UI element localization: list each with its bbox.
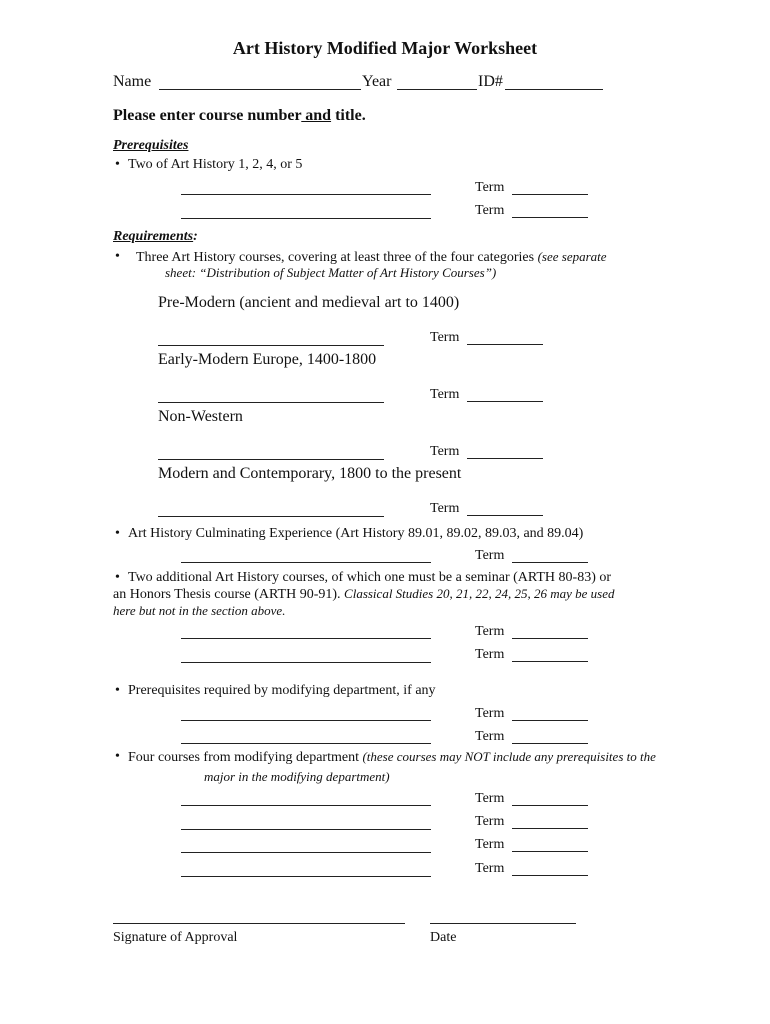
name-field[interactable]	[159, 89, 361, 90]
culminating-item: Art History Culminating Experience (Art History 89.01, 89.02, 89.03, and 89.04)	[128, 526, 584, 541]
term-field[interactable]	[512, 562, 588, 563]
four-courses-item	[128, 749, 656, 766]
term-label: Term	[430, 387, 460, 402]
term-field[interactable]	[512, 828, 588, 829]
prerequisites-heading: Prerequisites	[113, 138, 189, 153]
additional-line-1: Two additional Art History courses, of which one must be a seminar (ARTH 80-83) or	[128, 570, 612, 585]
term-label: Term	[475, 647, 505, 662]
bullet: •	[115, 749, 120, 764]
term-label: Term	[475, 791, 505, 806]
course-field[interactable]	[158, 516, 384, 517]
four-courses-text: Four courses from modifying department	[128, 750, 363, 765]
term-label: Term	[475, 624, 505, 639]
id-field[interactable]	[505, 89, 603, 90]
course-field[interactable]	[181, 194, 431, 195]
course-field[interactable]	[181, 638, 431, 639]
term-label: Term	[475, 180, 505, 195]
course-field[interactable]	[158, 402, 384, 403]
prerequisites-item: Two of Art History 1, 2, 4, or 5	[128, 157, 303, 172]
course-field[interactable]	[181, 829, 431, 830]
term-field[interactable]	[512, 638, 588, 639]
requirements-colon: :	[193, 229, 198, 244]
term-label: Term	[475, 729, 505, 744]
term-field[interactable]	[467, 401, 543, 402]
additional-line-2-italic: Classical Studies 20, 21, 22, 24, 25, 26 may be used	[344, 586, 615, 601]
modifying-prereq-item: Prerequisites required by modifying department, if any	[128, 683, 436, 698]
term-label: Term	[430, 501, 460, 516]
bullet: •	[115, 157, 120, 172]
instruction-and: and	[301, 107, 332, 124]
category-non-western: Non-Western	[158, 408, 243, 425]
term-label: Term	[475, 861, 505, 876]
bullet: •	[115, 570, 120, 585]
signature-label: Signature of Approval	[113, 930, 238, 945]
term-field[interactable]	[467, 344, 543, 345]
year-label: Year	[362, 73, 392, 90]
additional-line-3: here but not in the section above.	[113, 603, 286, 618]
requirements-heading	[113, 229, 198, 245]
course-field[interactable]	[181, 562, 431, 563]
requirements-item-text: Three Art History courses, covering at least three of the four categories	[136, 250, 538, 265]
requirements-note-2: sheet: “Distribution of Subject Matter of Art History Courses”)	[165, 265, 497, 280]
course-field[interactable]	[181, 743, 431, 744]
category-premodern: Pre-Modern (ancient and medieval art to 1400)	[158, 294, 460, 311]
term-label: Term	[430, 444, 460, 459]
term-label: Term	[475, 548, 505, 563]
course-field[interactable]	[181, 876, 431, 877]
year-field[interactable]	[397, 89, 477, 90]
term-label: Term	[475, 814, 505, 829]
bullet: •	[115, 526, 120, 541]
term-field[interactable]	[512, 194, 588, 195]
name-label: Name	[113, 73, 152, 90]
term-field[interactable]	[512, 720, 588, 721]
course-field[interactable]	[181, 662, 431, 663]
four-courses-note-2: major in the modifying department)	[204, 769, 390, 784]
bullet: •	[115, 249, 120, 264]
page-title: Art History Modified Major Worksheet	[232, 38, 538, 58]
signature-field[interactable]	[113, 923, 405, 924]
term-field[interactable]	[512, 217, 588, 218]
instruction	[113, 107, 366, 125]
course-field[interactable]	[158, 345, 384, 346]
instruction-post: title.	[331, 107, 366, 124]
term-label: Term	[475, 203, 505, 218]
term-field[interactable]	[512, 743, 588, 744]
instruction-pre: Please enter course number	[113, 107, 302, 124]
term-label: Term	[475, 837, 505, 852]
category-modern: Modern and Contemporary, 1800 to the present	[158, 465, 462, 482]
course-field[interactable]	[181, 852, 431, 853]
requirements-item	[136, 249, 607, 266]
requirements-note-1: (see separate	[537, 249, 607, 264]
term-field[interactable]	[467, 458, 543, 459]
term-field[interactable]	[512, 805, 588, 806]
term-field[interactable]	[512, 851, 588, 852]
bullet: •	[115, 683, 120, 698]
term-field[interactable]	[467, 515, 543, 516]
term-field[interactable]	[512, 661, 588, 662]
course-field[interactable]	[181, 720, 431, 721]
additional-line-2	[113, 586, 615, 603]
category-early-modern: Early-Modern Europe, 1400-1800	[158, 351, 377, 368]
additional-line-2-plain: an Honors Thesis course (ARTH 90-91).	[113, 587, 345, 602]
requirements-heading-text: Requirements	[113, 229, 194, 244]
date-field[interactable]	[430, 923, 576, 924]
four-courses-note-1: (these courses may NOT include any prerequisites to the	[362, 749, 656, 764]
course-field[interactable]	[181, 805, 431, 806]
course-field[interactable]	[158, 459, 384, 460]
course-field[interactable]	[181, 218, 431, 219]
term-label: Term	[475, 706, 505, 721]
term-field[interactable]	[512, 875, 588, 876]
id-label: ID#	[478, 73, 503, 90]
term-label: Term	[430, 330, 460, 345]
date-label: Date	[430, 930, 457, 945]
